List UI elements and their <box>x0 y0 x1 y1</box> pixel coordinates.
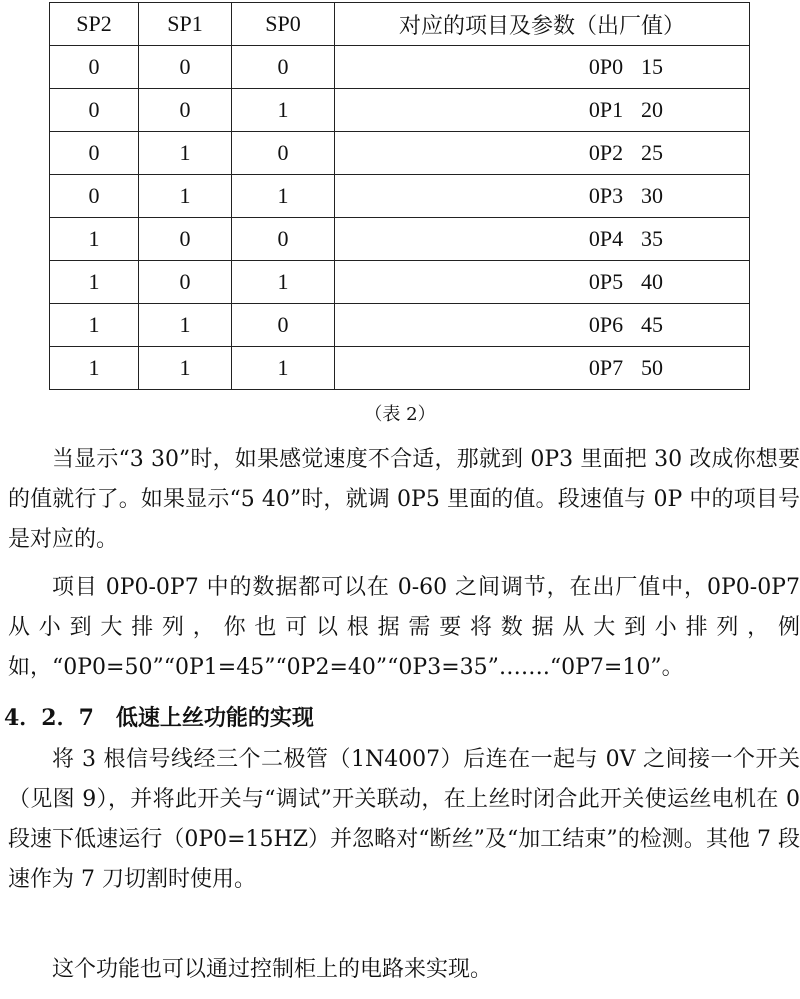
item-code: 0P1 <box>588 97 624 122</box>
item-code: 0P6 <box>588 312 624 337</box>
cell-sp1: 1 <box>139 347 232 390</box>
params-table <box>49 2 750 390</box>
paragraph-1: 当显示“3 30”时，如果感觉速度不合适，那就到 0P3 里面把 30 改成你想要的值就行了。如果显示“5 40”时，就调 0P5 里面的值。段速值与 0P 中的项目号是对应的。 <box>8 447 800 552</box>
cell-sp1: 0 <box>139 89 232 132</box>
header-item-params: 对应的项目及参数（出厂值） <box>335 3 750 46</box>
cell-sp0: 0 <box>232 304 335 347</box>
table-row <box>50 89 750 132</box>
cell-item <box>335 261 750 304</box>
item-value: 15 <box>641 54 663 79</box>
cell-item <box>335 304 750 347</box>
table-row <box>50 132 750 175</box>
cell-sp2: 0 <box>50 89 139 132</box>
cell-item <box>335 218 750 261</box>
cell-sp2: 0 <box>50 175 139 218</box>
header-sp0: SP0 <box>232 3 335 46</box>
cell-sp0: 1 <box>232 261 335 304</box>
item-code: 0P2 <box>588 140 624 165</box>
cell-sp1: 0 <box>139 218 232 261</box>
cell-sp0: 0 <box>232 46 335 89</box>
cell-item <box>335 89 750 132</box>
item-code: 0P0 <box>588 54 624 79</box>
cell-sp2: 1 <box>50 304 139 347</box>
table-row <box>50 347 750 390</box>
table-row <box>50 218 750 261</box>
cell-sp2: 1 <box>50 218 139 261</box>
item-value: 50 <box>641 355 663 380</box>
section-paragraph-2: 这个功能也可以通过控制柜上的电路来实现。 <box>52 957 493 982</box>
cell-sp1: 0 <box>139 261 232 304</box>
item-value: 20 <box>641 97 663 122</box>
item-value: 35 <box>641 226 663 251</box>
item-value: 40 <box>641 269 663 294</box>
item-value: 30 <box>641 183 663 208</box>
section-paragraph-1: 将 3 根信号线经三个二极管（1N4007）后连在一起与 0V 之间接一个开关（见图 9），并将此开关与“调试”开关联动，在上丝时闭合此开关使运丝电机在 0 段速下低速运行（0P0=15HZ）并忽略对“断丝”及“加工结束”的检测。其他 7 段速作为 7 刀切割时使用。 <box>8 747 800 892</box>
cell-sp2: 0 <box>50 46 139 89</box>
cell-sp1: 0 <box>139 46 232 89</box>
cell-sp0: 0 <box>232 132 335 175</box>
cell-sp2: 0 <box>50 132 139 175</box>
cell-item <box>335 132 750 175</box>
item-value: 45 <box>641 312 663 337</box>
cell-item <box>335 347 750 390</box>
item-code: 0P4 <box>588 226 624 251</box>
cell-sp2: 1 <box>50 347 139 390</box>
table-row <box>50 46 750 89</box>
table-row <box>50 261 750 304</box>
item-value: 25 <box>641 140 663 165</box>
cell-sp0: 0 <box>232 218 335 261</box>
cell-sp1: 1 <box>139 175 232 218</box>
cell-sp0: 1 <box>232 347 335 390</box>
paragraph-2: 项目 0P0-0P7 中的数据都可以在 0-60 之间调节，在出厂值中，0P0-0P7 从小到大排列，你也可以根据需要将数据从大到小排列，例如，“0P0=50”“0P1=45”“0P2=40”“0P3=35”…….“0P7=10”。 <box>8 575 800 680</box>
table-row <box>50 304 750 347</box>
table-header-row <box>50 3 750 46</box>
cell-item <box>335 175 750 218</box>
cell-item <box>335 46 750 89</box>
cell-sp2: 1 <box>50 261 139 304</box>
cell-sp0: 1 <box>232 89 335 132</box>
item-code: 0P7 <box>588 355 624 380</box>
section-heading: 4．2．7 低速上丝功能的实现 <box>4 705 314 731</box>
cell-sp1: 1 <box>139 132 232 175</box>
item-code: 0P5 <box>588 269 624 294</box>
table-row <box>50 175 750 218</box>
table-caption: （表 2） <box>364 404 436 425</box>
header-sp1: SP1 <box>139 3 232 46</box>
header-sp2: SP2 <box>50 3 139 46</box>
cell-sp1: 1 <box>139 304 232 347</box>
item-code: 0P3 <box>588 183 624 208</box>
cell-sp0: 1 <box>232 175 335 218</box>
